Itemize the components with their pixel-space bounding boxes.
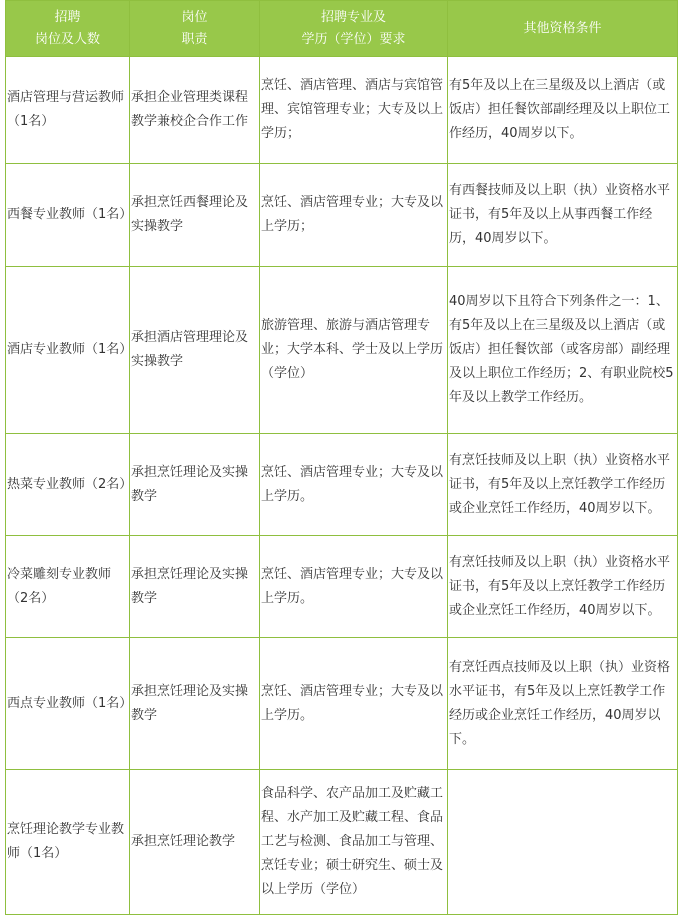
table-row <box>6 267 678 434</box>
cell-position: 酒店管理与营运教师（1名） <box>6 57 130 164</box>
cell-position: 酒店专业教师（1名） <box>6 267 130 434</box>
table-row <box>6 638 678 770</box>
cell-other: 有烹饪技师及以上职（执）业资格水平证书，有5年及以上烹饪教学工作经历或企业烹饪工作经历，40周岁以下。 <box>448 434 678 536</box>
table-row <box>6 770 678 915</box>
cell-position: 烹饪理论教学专业教师（1名） <box>6 770 130 915</box>
cell-major: 烹饪、酒店管理专业；大专及以上学历。 <box>260 536 448 638</box>
header-other: 其他资格条件 <box>448 1 678 57</box>
table-row <box>6 164 678 267</box>
table-row <box>6 536 678 638</box>
header-duty: 岗位 职责 <box>130 1 260 57</box>
cell-position: 西餐专业教师（1名） <box>6 164 130 267</box>
header-major: 招聘专业及 学历（学位）要求 <box>260 1 448 57</box>
cell-other <box>448 770 678 915</box>
header-position: 招聘 岗位及人数 <box>6 1 130 57</box>
cell-major: 食品科学、农产品加工及贮藏工程、水产加工及贮藏工程、食品工艺与检测、食品加工与管理、烹饪专业；硕士研究生、硕士及以上学历（学位） <box>260 770 448 915</box>
cell-other: 有西餐技师及以上职（执）业资格水平证书，有5年及以上从事西餐工作经历，40周岁以下。 <box>448 164 678 267</box>
cell-duty: 承担企业管理类课程教学兼校企合作工作 <box>130 57 260 164</box>
cell-duty: 承担烹饪理论教学 <box>130 770 260 915</box>
recruitment-table <box>5 0 678 915</box>
cell-major: 旅游管理、旅游与酒店管理专业；大学本科、学士及以上学历（学位） <box>260 267 448 434</box>
cell-major: 烹饪、酒店管理专业；大专及以上学历。 <box>260 434 448 536</box>
cell-major: 烹饪、酒店管理专业；大专及以上学历。 <box>260 638 448 770</box>
cell-duty: 承担烹饪理论及实操教学 <box>130 434 260 536</box>
table-row <box>6 57 678 164</box>
cell-duty: 承担酒店管理理论及实操教学 <box>130 267 260 434</box>
cell-major: 烹饪、酒店管理专业；大专及以上学历； <box>260 164 448 267</box>
cell-other: 有5年及以上在三星级及以上酒店（或饭店）担任餐饮部副经理及以上职位工作经历，40周岁以下。 <box>448 57 678 164</box>
cell-other: 40周岁以下且符合下列条件之一：1、有5年及以上在三星级及以上酒店（或饭店）担任餐饮部（或客房部）副经理及以上职位工作经历；2、有职业院校5年及以上教学工作经历。 <box>448 267 678 434</box>
cell-position: 热菜专业教师（2名） <box>6 434 130 536</box>
cell-position: 西点专业教师（1名） <box>6 638 130 770</box>
cell-duty: 承担烹饪理论及实操教学 <box>130 638 260 770</box>
cell-duty: 承担烹饪理论及实操教学 <box>130 536 260 638</box>
cell-other: 有烹饪技师及以上职（执）业资格水平证书，有5年及以上烹饪教学工作经历或企业烹饪工作经历，40周岁以下。 <box>448 536 678 638</box>
cell-duty: 承担烹饪西餐理论及实操教学 <box>130 164 260 267</box>
cell-major: 烹饪、酒店管理、酒店与宾馆管理、宾馆管理专业；大专及以上学历； <box>260 57 448 164</box>
cell-position: 冷菜雕刻专业教师（2名） <box>6 536 130 638</box>
table-header-row <box>6 1 678 57</box>
cell-other: 有烹饪西点技师及以上职（执）业资格水平证书，有5年及以上烹饪教学工作经历或企业烹饪工作经历，40周岁以下。 <box>448 638 678 770</box>
table-row <box>6 434 678 536</box>
